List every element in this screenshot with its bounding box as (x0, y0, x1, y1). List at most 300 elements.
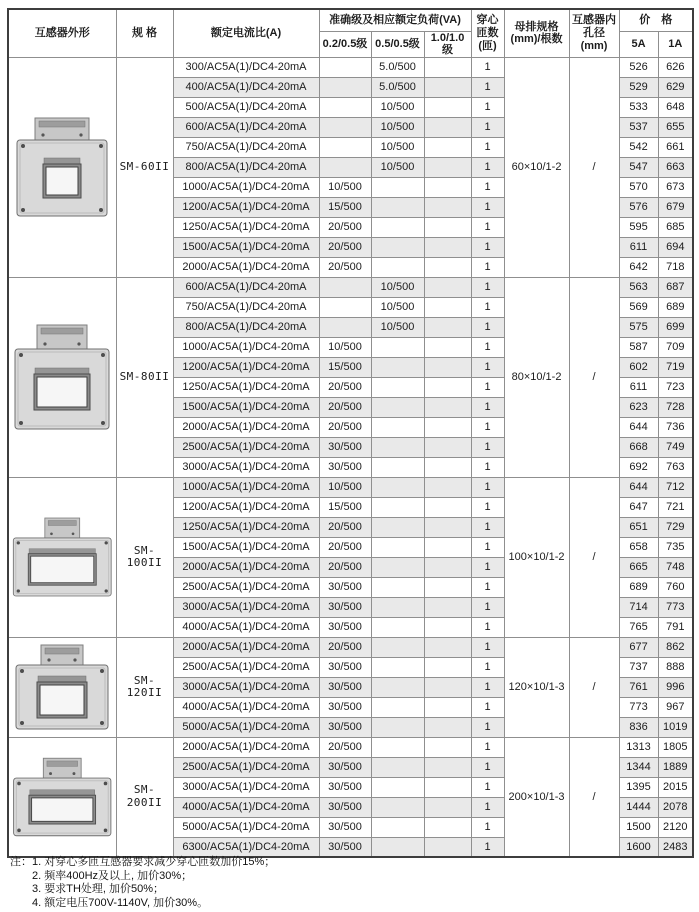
ratio-cell: 3000/AC5A(1)/DC4-20mA (173, 457, 319, 477)
busbar-cell: 100×10/1-2 (504, 477, 569, 637)
price-1a-cell: 2078 (658, 797, 693, 817)
accuracy-02-cell: 20/500 (319, 737, 371, 757)
accuracy-05-cell (371, 677, 424, 697)
price-5a-cell: 644 (619, 477, 658, 497)
accuracy-10-cell (424, 477, 471, 497)
price-5a-cell: 611 (619, 377, 658, 397)
accuracy-02-cell: 30/500 (319, 797, 371, 817)
busbar-cell: 60×10/1-2 (504, 57, 569, 277)
price-5a-cell: 836 (619, 717, 658, 737)
price-1a-cell: 2015 (658, 777, 693, 797)
ratio-cell: 1500/AC5A(1)/DC4-20mA (173, 537, 319, 557)
accuracy-02-cell (319, 77, 371, 97)
accuracy-02-cell (319, 297, 371, 317)
ratio-cell: 2500/AC5A(1)/DC4-20mA (173, 757, 319, 777)
ratio-cell: 1000/AC5A(1)/DC4-20mA (173, 177, 319, 197)
accuracy-02-cell: 30/500 (319, 597, 371, 617)
price-5a-cell: 773 (619, 697, 658, 717)
table-body (8, 57, 693, 857)
price-1a-cell: 1019 (658, 717, 693, 737)
price-5a-cell: 526 (619, 57, 658, 77)
ratio-cell: 500/AC5A(1)/DC4-20mA (173, 97, 319, 117)
price-1a-cell: 689 (658, 297, 693, 317)
accuracy-10-cell (424, 417, 471, 437)
ratio-cell: 2000/AC5A(1)/DC4-20mA (173, 737, 319, 757)
accuracy-05-cell (371, 237, 424, 257)
header-hole-line1: 互感器内 (572, 14, 617, 27)
ratio-cell: 1000/AC5A(1)/DC4-20mA (173, 337, 319, 357)
accuracy-05-cell (371, 817, 424, 837)
accuracy-10-cell (424, 57, 471, 77)
accuracy-02-cell (319, 137, 371, 157)
busbar-cell: 200×10/1-3 (504, 737, 569, 857)
price-5a-cell: 533 (619, 97, 658, 117)
ratio-cell: 800/AC5A(1)/DC4-20mA (173, 317, 319, 337)
price-5a-cell: 547 (619, 157, 658, 177)
accuracy-10-cell (424, 717, 471, 737)
accuracy-10-cell (424, 197, 471, 217)
ratio-cell: 3000/AC5A(1)/DC4-20mA (173, 777, 319, 797)
header-hole (569, 9, 619, 57)
price-1a-cell: 629 (658, 77, 693, 97)
accuracy-10-cell (424, 657, 471, 677)
ratio-cell: 600/AC5A(1)/DC4-20mA (173, 277, 319, 297)
turns-cell: 1 (471, 637, 504, 657)
ratio-cell: 1500/AC5A(1)/DC4-20mA (173, 397, 319, 417)
spec-cell: SM-60II (116, 57, 173, 277)
header-busbar-line2: (mm)/根数 (510, 33, 563, 46)
accuracy-05-cell (371, 737, 424, 757)
ratio-cell: 750/AC5A(1)/DC4-20mA (173, 297, 319, 317)
turns-cell: 1 (471, 377, 504, 397)
price-5a-cell: 714 (619, 597, 658, 617)
price-1a-cell: 773 (658, 597, 693, 617)
ratio-cell: 1500/AC5A(1)/DC4-20mA (173, 237, 319, 257)
accuracy-02-cell (319, 57, 371, 77)
accuracy-05-cell (371, 177, 424, 197)
accuracy-10-cell (424, 797, 471, 817)
ratio-cell: 300/AC5A(1)/DC4-20mA (173, 57, 319, 77)
ratio-cell: 400/AC5A(1)/DC4-20mA (173, 77, 319, 97)
accuracy-02-cell: 30/500 (319, 457, 371, 477)
price-table (7, 8, 694, 858)
accuracy-05-cell: 10/500 (371, 297, 424, 317)
hole-cell: / (569, 57, 619, 277)
price-5a-cell: 658 (619, 537, 658, 557)
accuracy-10-cell (424, 837, 471, 857)
price-1a-cell: 712 (658, 477, 693, 497)
accuracy-10-cell (424, 297, 471, 317)
accuracy-02-cell (319, 157, 371, 177)
accuracy-10-cell (424, 777, 471, 797)
accuracy-05-cell (371, 337, 424, 357)
accuracy-10-cell (424, 137, 471, 157)
accuracy-05-cell (371, 637, 424, 657)
price-1a-cell: 673 (658, 177, 693, 197)
turns-cell: 1 (471, 677, 504, 697)
accuracy-10-cell (424, 397, 471, 417)
price-1a-cell: 760 (658, 577, 693, 597)
price-1a-cell: 791 (658, 617, 693, 637)
header-turns-line1: 穿心 (476, 14, 499, 27)
accuracy-10-cell (424, 377, 471, 397)
accuracy-02-cell: 15/500 (319, 197, 371, 217)
accuracy-05-cell (371, 657, 424, 677)
ratio-cell: 2000/AC5A(1)/DC4-20mA (173, 637, 319, 657)
ratio-cell: 2000/AC5A(1)/DC4-20mA (173, 557, 319, 577)
accuracy-05-cell: 5.0/500 (371, 57, 424, 77)
turns-cell: 1 (471, 757, 504, 777)
ratio-cell: 1200/AC5A(1)/DC4-20mA (173, 357, 319, 377)
price-5a-cell: 576 (619, 197, 658, 217)
price-1a-cell: 967 (658, 697, 693, 717)
turns-cell: 1 (471, 837, 504, 857)
price-1a-cell: 1805 (658, 737, 693, 757)
accuracy-10-cell (424, 697, 471, 717)
accuracy-02-cell: 20/500 (319, 557, 371, 577)
price-5a-cell: 1600 (619, 837, 658, 857)
accuracy-05-cell: 10/500 (371, 317, 424, 337)
footnote-4: 4. 额定电压700V-1140V, 加价30%。 (32, 896, 209, 909)
accuracy-02-cell (319, 277, 371, 297)
accuracy-02-cell: 30/500 (319, 757, 371, 777)
accuracy-10-cell (424, 637, 471, 657)
accuracy-10-cell (424, 117, 471, 137)
header-acc-10: 1.0/1.0级 (424, 31, 471, 57)
accuracy-02-cell: 20/500 (319, 417, 371, 437)
accuracy-05-cell: 5.0/500 (371, 77, 424, 97)
turns-cell: 1 (471, 337, 504, 357)
accuracy-02-cell: 30/500 (319, 617, 371, 637)
accuracy-10-cell (424, 257, 471, 277)
header-acc-02: 0.2/0.5级 (319, 31, 371, 57)
price-1a-cell: 709 (658, 337, 693, 357)
header-price-5a: 5A (619, 31, 658, 57)
price-1a-cell: 735 (658, 537, 693, 557)
accuracy-05-cell (371, 557, 424, 577)
price-1a-cell: 655 (658, 117, 693, 137)
hole-cell: / (569, 477, 619, 637)
ratio-cell: 5000/AC5A(1)/DC4-20mA (173, 817, 319, 837)
ratio-cell: 6300/AC5A(1)/DC4-20mA (173, 837, 319, 857)
footnote-1: 注：1. 对穿心多匝互感器要求减少穿心匝数加价15%； (10, 856, 276, 868)
accuracy-05-cell (371, 217, 424, 237)
table-header (8, 9, 693, 57)
accuracy-05-cell (371, 777, 424, 797)
busbar-cell: 120×10/1-3 (504, 637, 569, 737)
price-1a-cell: 728 (658, 397, 693, 417)
accuracy-05-cell (371, 517, 424, 537)
ratio-cell: 1250/AC5A(1)/DC4-20mA (173, 217, 319, 237)
turns-cell: 1 (471, 457, 504, 477)
turns-cell: 1 (471, 517, 504, 537)
price-5a-cell: 602 (619, 357, 658, 377)
accuracy-02-cell: 30/500 (319, 697, 371, 717)
accuracy-05-cell (371, 597, 424, 617)
accuracy-10-cell (424, 517, 471, 537)
accuracy-10-cell (424, 157, 471, 177)
accuracy-02-cell: 20/500 (319, 257, 371, 277)
turns-cell: 1 (471, 257, 504, 277)
turns-cell: 1 (471, 597, 504, 617)
turns-cell: 1 (471, 317, 504, 337)
ratio-cell: 2500/AC5A(1)/DC4-20mA (173, 657, 319, 677)
accuracy-05-cell (371, 697, 424, 717)
accuracy-05-cell: 10/500 (371, 97, 424, 117)
hole-cell: / (569, 737, 619, 857)
accuracy-10-cell (424, 217, 471, 237)
photo-cell (8, 57, 116, 277)
accuracy-10-cell (424, 337, 471, 357)
turns-cell: 1 (471, 497, 504, 517)
price-1a-cell: 748 (658, 557, 693, 577)
price-1a-cell: 736 (658, 417, 693, 437)
turns-cell: 1 (471, 777, 504, 797)
accuracy-02-cell: 20/500 (319, 237, 371, 257)
photo-cell (8, 737, 116, 857)
ratio-cell: 3000/AC5A(1)/DC4-20mA (173, 677, 319, 697)
ratio-cell: 1000/AC5A(1)/DC4-20mA (173, 477, 319, 497)
price-1a-cell: 718 (658, 257, 693, 277)
ratio-cell: 4000/AC5A(1)/DC4-20mA (173, 617, 319, 637)
accuracy-10-cell (424, 577, 471, 597)
accuracy-05-cell: 10/500 (371, 137, 424, 157)
busbar-cell: 80×10/1-2 (504, 277, 569, 477)
turns-cell: 1 (471, 537, 504, 557)
accuracy-10-cell (424, 277, 471, 297)
accuracy-10-cell (424, 817, 471, 837)
hole-cell: / (569, 277, 619, 477)
price-1a-cell: 729 (658, 517, 693, 537)
turns-cell: 1 (471, 157, 504, 177)
accuracy-02-cell: 30/500 (319, 777, 371, 797)
table-row (8, 737, 693, 757)
turns-cell: 1 (471, 417, 504, 437)
transformer-photo (13, 116, 111, 218)
price-1a-cell: 888 (658, 657, 693, 677)
ratio-cell: 5000/AC5A(1)/DC4-20mA (173, 717, 319, 737)
accuracy-02-cell (319, 117, 371, 137)
price-5a-cell: 575 (619, 317, 658, 337)
turns-cell: 1 (471, 197, 504, 217)
price-5a-cell: 647 (619, 497, 658, 517)
accuracy-02-cell: 15/500 (319, 357, 371, 377)
turns-cell: 1 (471, 77, 504, 97)
spec-cell: SM-200II (116, 737, 173, 857)
turns-cell: 1 (471, 737, 504, 757)
price-1a-cell: 661 (658, 137, 693, 157)
ratio-cell: 2500/AC5A(1)/DC4-20mA (173, 577, 319, 597)
accuracy-10-cell (424, 357, 471, 377)
accuracy-05-cell (371, 477, 424, 497)
price-5a-cell: 529 (619, 77, 658, 97)
price-1a-cell: 626 (658, 57, 693, 77)
header-outline: 互感器外形 (8, 9, 116, 57)
header-busbar-line1: 母排规格 (514, 20, 559, 33)
accuracy-02-cell: 20/500 (319, 377, 371, 397)
price-5a-cell: 570 (619, 177, 658, 197)
price-1a-cell: 687 (658, 277, 693, 297)
price-1a-cell: 763 (658, 457, 693, 477)
turns-cell: 1 (471, 437, 504, 457)
accuracy-05-cell (371, 837, 424, 857)
transformer-photo (12, 643, 112, 731)
header-spec: 规 格 (116, 9, 173, 57)
ratio-cell: 1200/AC5A(1)/DC4-20mA (173, 197, 319, 217)
price-1a-cell: 862 (658, 637, 693, 657)
accuracy-10-cell (424, 677, 471, 697)
price-5a-cell: 542 (619, 137, 658, 157)
turns-cell: 1 (471, 117, 504, 137)
price-5a-cell: 569 (619, 297, 658, 317)
accuracy-05-cell (371, 457, 424, 477)
header-busbar (504, 9, 569, 57)
accuracy-02-cell: 20/500 (319, 637, 371, 657)
turns-cell: 1 (471, 237, 504, 257)
header-ratio: 额定电流比(A) (173, 9, 319, 57)
accuracy-02-cell: 30/500 (319, 657, 371, 677)
accuracy-05-cell (371, 757, 424, 777)
header-turns (471, 9, 504, 57)
price-5a-cell: 677 (619, 637, 658, 657)
accuracy-05-cell (371, 437, 424, 457)
price-5a-cell: 689 (619, 577, 658, 597)
price-1a-cell: 721 (658, 497, 693, 517)
price-5a-cell: 587 (619, 337, 658, 357)
ratio-cell: 4000/AC5A(1)/DC4-20mA (173, 797, 319, 817)
price-1a-cell: 2120 (658, 817, 693, 837)
accuracy-10-cell (424, 557, 471, 577)
accuracy-10-cell (424, 617, 471, 637)
accuracy-05-cell (371, 797, 424, 817)
spec-cell: SM-80II (116, 277, 173, 477)
spec-cell: SM-100II (116, 477, 173, 637)
header-turns-line2: 匝数 (476, 27, 499, 40)
price-5a-cell: 665 (619, 557, 658, 577)
accuracy-10-cell (424, 457, 471, 477)
ratio-cell: 1250/AC5A(1)/DC4-20mA (173, 377, 319, 397)
turns-cell: 1 (471, 397, 504, 417)
price-5a-cell: 1313 (619, 737, 658, 757)
price-1a-cell: 694 (658, 237, 693, 257)
turns-cell: 1 (471, 277, 504, 297)
hole-cell: / (569, 637, 619, 737)
accuracy-05-cell: 10/500 (371, 157, 424, 177)
price-5a-cell: 737 (619, 657, 658, 677)
header-price: 价 格 (619, 9, 693, 31)
accuracy-10-cell (424, 437, 471, 457)
photo-cell (8, 477, 116, 637)
price-1a-cell: 663 (658, 157, 693, 177)
price-1a-cell: 749 (658, 437, 693, 457)
turns-cell: 1 (471, 357, 504, 377)
price-5a-cell: 595 (619, 217, 658, 237)
turns-cell: 1 (471, 817, 504, 837)
price-1a-cell: 723 (658, 377, 693, 397)
turns-cell: 1 (471, 297, 504, 317)
accuracy-10-cell (424, 317, 471, 337)
turns-cell: 1 (471, 577, 504, 597)
ratio-cell: 800/AC5A(1)/DC4-20mA (173, 157, 319, 177)
accuracy-05-cell (371, 577, 424, 597)
accuracy-05-cell (371, 197, 424, 217)
price-5a-cell: 651 (619, 517, 658, 537)
accuracy-02-cell: 30/500 (319, 677, 371, 697)
price-1a-cell: 996 (658, 677, 693, 697)
accuracy-02-cell: 30/500 (319, 837, 371, 857)
price-5a-cell: 537 (619, 117, 658, 137)
ratio-cell: 1200/AC5A(1)/DC4-20mA (173, 497, 319, 517)
footnotes (10, 856, 630, 910)
accuracy-02-cell: 30/500 (319, 577, 371, 597)
table-row (8, 637, 693, 657)
accuracy-10-cell (424, 537, 471, 557)
table-row (8, 477, 693, 497)
turns-cell: 1 (471, 57, 504, 77)
ratio-cell: 2000/AC5A(1)/DC4-20mA (173, 417, 319, 437)
footnote-2: 2. 频率400Hz及以上, 加价30%； (32, 869, 193, 882)
accuracy-05-cell (371, 377, 424, 397)
transformer-photo (11, 323, 113, 431)
accuracy-02-cell (319, 97, 371, 117)
price-1a-cell: 648 (658, 97, 693, 117)
price-5a-cell: 1444 (619, 797, 658, 817)
photo-cell (8, 277, 116, 477)
price-5a-cell: 1500 (619, 817, 658, 837)
price-1a-cell: 679 (658, 197, 693, 217)
accuracy-02-cell: 30/500 (319, 437, 371, 457)
accuracy-05-cell: 10/500 (371, 117, 424, 137)
accuracy-02-cell: 15/500 (319, 497, 371, 517)
turns-cell: 1 (471, 97, 504, 117)
turns-cell: 1 (471, 557, 504, 577)
price-5a-cell: 1395 (619, 777, 658, 797)
accuracy-10-cell (424, 237, 471, 257)
accuracy-02-cell: 30/500 (319, 817, 371, 837)
price-5a-cell: 765 (619, 617, 658, 637)
price-1a-cell: 699 (658, 317, 693, 337)
accuracy-10-cell (424, 737, 471, 757)
price-5a-cell: 563 (619, 277, 658, 297)
accuracy-05-cell (371, 257, 424, 277)
price-1a-cell: 2483 (658, 837, 693, 857)
ratio-cell: 2500/AC5A(1)/DC4-20mA (173, 437, 319, 457)
price-5a-cell: 692 (619, 457, 658, 477)
header-turns-line3: (匝) (478, 39, 497, 52)
turns-cell: 1 (471, 657, 504, 677)
accuracy-02-cell: 20/500 (319, 397, 371, 417)
price-1a-cell: 719 (658, 357, 693, 377)
transformer-photo (10, 752, 115, 842)
ratio-cell: 3000/AC5A(1)/DC4-20mA (173, 597, 319, 617)
accuracy-02-cell: 20/500 (319, 537, 371, 557)
accuracy-05-cell (371, 397, 424, 417)
accuracy-05-cell (371, 717, 424, 737)
header-price-1a: 1A (658, 31, 693, 57)
price-1a-cell: 685 (658, 217, 693, 237)
turns-cell: 1 (471, 477, 504, 497)
accuracy-02-cell: 20/500 (319, 517, 371, 537)
accuracy-10-cell (424, 97, 471, 117)
accuracy-02-cell: 10/500 (319, 477, 371, 497)
accuracy-05-cell (371, 497, 424, 517)
ratio-cell: 600/AC5A(1)/DC4-20mA (173, 117, 319, 137)
table-row (8, 277, 693, 297)
turns-cell: 1 (471, 797, 504, 817)
price-1a-cell: 1889 (658, 757, 693, 777)
accuracy-10-cell (424, 177, 471, 197)
price-5a-cell: 623 (619, 397, 658, 417)
